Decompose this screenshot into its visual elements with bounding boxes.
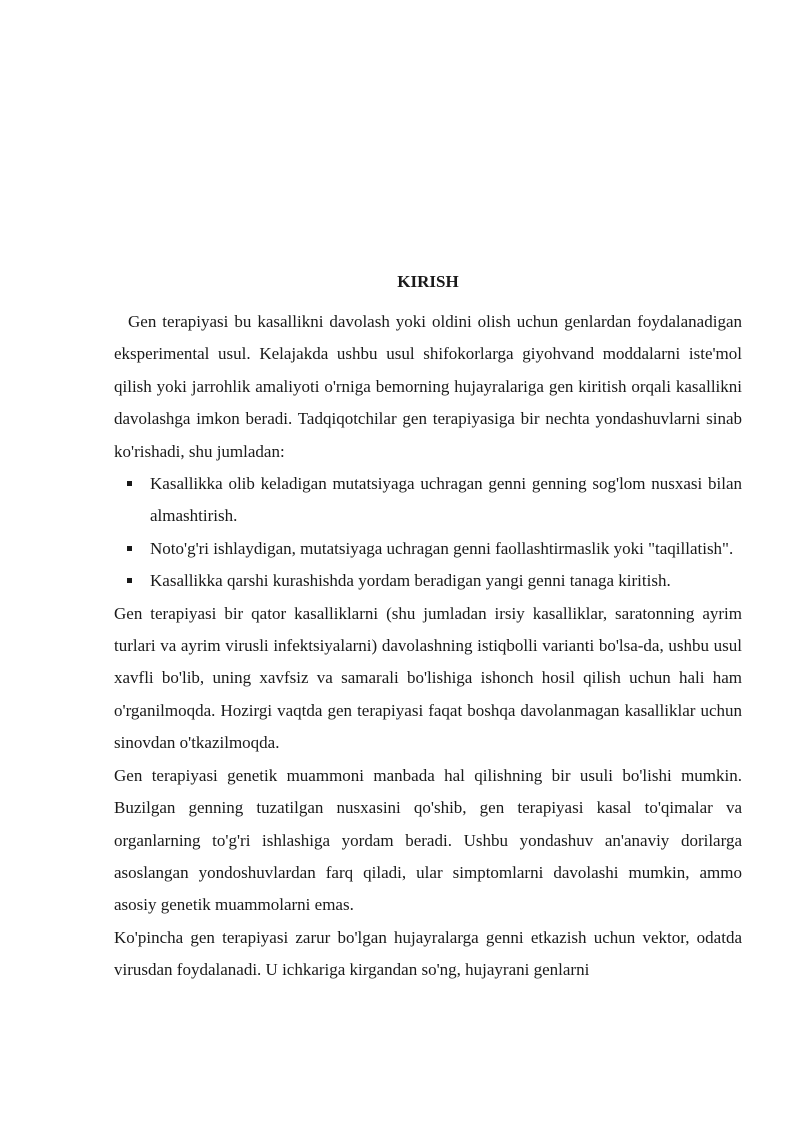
square-bullet-icon (127, 546, 132, 551)
intro-paragraph: Gen terapiyasi bu kasallikni davolash yoki oldini olish uchun genlardan foydalanadigan eksperimental usul. Kelajakda ushbu usul shifokorlarga giyohvand moddalarni iste'mol qilish yoki jarrohlik amaliyoti o'rniga bemorning hujayralariga gen kiritish orqali kasallikni davolashga imkon beradi. Tadqiqotchilar gen terapiyasiga bir nechta yondashuvlarni sinab ko'rishadi, shu jumladan: (114, 312, 742, 461)
square-bullet-icon (127, 578, 132, 583)
page-title: KIRISH (397, 272, 459, 291)
list-item-text: Noto'g'ri ishlaydigan, mutatsiyaga uchragan genni faollashtirmaslik yoki "taqillatish". (150, 538, 734, 558)
list-item (150, 533, 742, 565)
list-item (150, 565, 742, 597)
list-item (150, 468, 742, 533)
square-bullet-icon (127, 481, 132, 486)
body-paragraph: Gen terapiyasi bir qator kasalliklarni (shu jumladan irsiy kasalliklar, saratonning ayrim turlari va ayrim virusli infektsiyalarni) davolashning istiqbolli varianti bo'lsa-da, ushbu usul xavfli bo'lib, uning xavfsiz va samarali bo'lishiga ishonch hosil qilish uchun hali ham o'rganilmoqda. Hozirgi vaqtda gen terapiyasi faqat boshqa davolanmagan kasalliklar uchun sinovdan o'tkazilmoqda. (114, 603, 742, 753)
list-item-text: Kasallikka olib keladigan mutatsiyaga uchragan genni genning sog'lom nusxasi bilan almashtirish. (150, 474, 742, 526)
document-page (114, 268, 742, 987)
list-item-text: Kasallikka qarshi kurashishda yordam beradigan yangi genni tanaga kiritish. (150, 571, 671, 591)
approaches-list (114, 468, 742, 598)
body-paragraph: Ko'pincha gen terapiyasi zarur bo'lgan hujayralarga genni etkazish uchun vektor, odatda virusdan foydalanadi. U ichkariga kirgandan so'ng, hujayrani genlarni (114, 927, 742, 980)
body-paragraph: Gen terapiyasi genetik muammoni manbada hal qilishning bir usuli bo'lishi mumkin. Buzilgan genning tuzatilgan nusxasini qo'shib, gen terapiyasi kasal to'qimalar va organlarning to'g'ri ishlashiga yordam beradi. Ushbu yondashuv an'anaviy dorilarga asoslangan yondoshuvlardan farq qiladi, ular simptomlarni davolashi mumkin, ammo asosiy genetik muammolarni emas. (114, 765, 742, 915)
